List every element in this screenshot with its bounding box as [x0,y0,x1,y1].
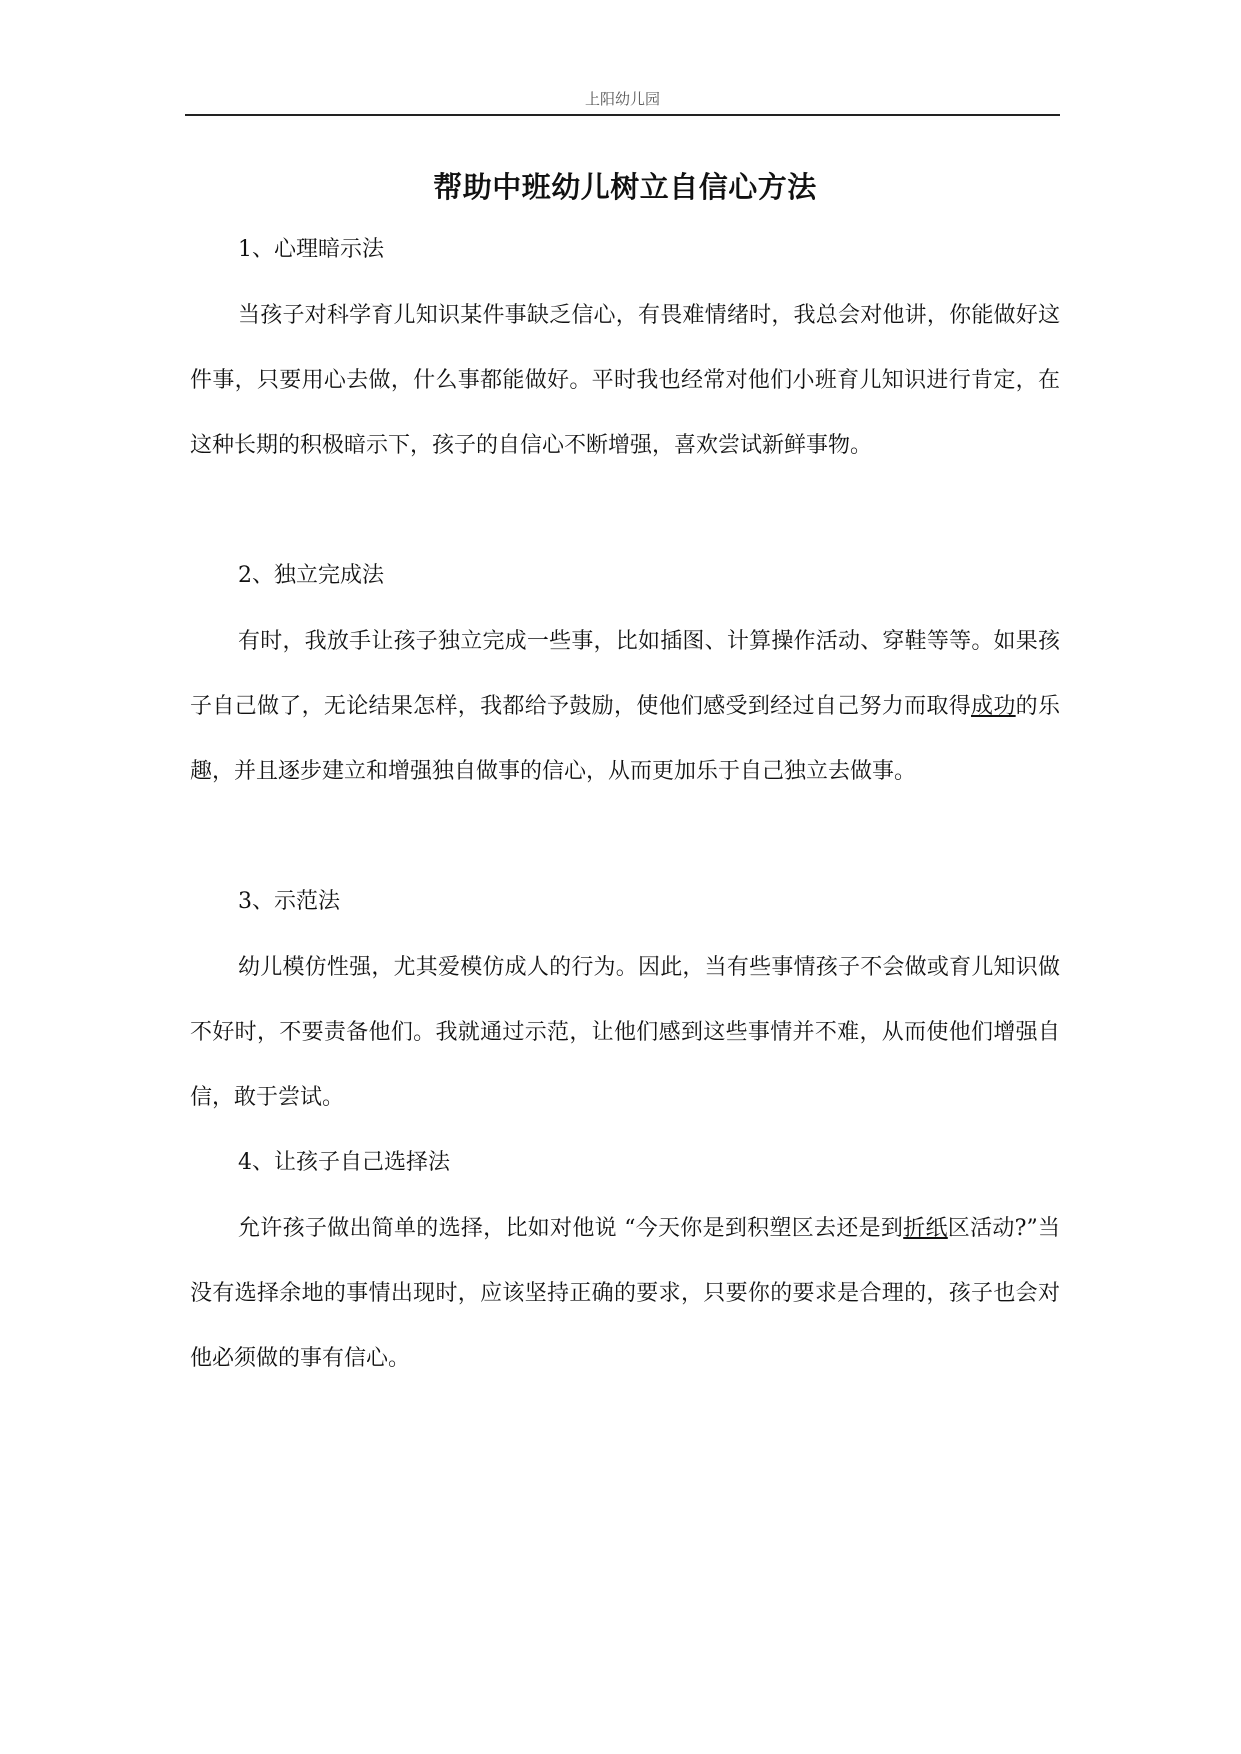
section-heading-1: 1、心理暗示法 [238,237,384,262]
section-heading-3: 3、示范法 [238,889,340,914]
success-link[interactable]: 成功 [971,694,1016,719]
document-title: 帮助中班幼儿树立自信心方法 [433,170,817,204]
section-paragraph-1: 当孩子对科学育儿知识某件事缺乏信心，有畏难情绪时，我总会对他讲，你能做好这件事，只要用心去做，什么事都能做好。平时我也经常对他们小班育儿知识进行肯定，在这种长期的积极暗示下，孩子的自信心不断增强，喜欢尝试新鲜事物。 [190,303,1060,458]
section-paragraph-3: 幼儿模仿性强，尤其爱模仿成人的行为。因此，当有些事情孩子不会做或育儿知识做不好时，不要责备他们。我就通过示范，让他们感到这些事情并不难，从而使他们增强自信，敢于尝试。 [190,955,1060,1110]
paragraph-text: 的乐趣，并且逐步建立和增强独自做事的信心，从而更加乐于自己独立去做事。 [190,694,1060,784]
section-paragraph-2 [190,609,1060,804]
origami-link[interactable]: 折纸 [903,1216,948,1241]
section-heading-2: 2、独立完成法 [238,563,384,588]
paragraph-text: 允许孩子做出简单的选择，比如对他说 “今天你是到积塑区去还是到 [238,1216,904,1241]
paragraph-text: 区活动?”当没有选择余地的事情出现时，应该坚持正确的要求，只要你的要求是合理的，孩子也会对他必须做的事有信心。 [190,1216,1060,1371]
section-paragraph-4 [190,1196,1060,1391]
page-header: 上阳幼儿园 [584,90,660,108]
header-rule [185,114,1060,116]
paragraph-text: 有时，我放手让孩子独立完成一些事，比如插图、计算操作活动、穿鞋等等。如果孩子自己做了，无论结果怎样，我都给予鼓励，使他们感受到经过自己努力而取得 [190,629,1060,719]
section-heading-4: 4、让孩子自己选择法 [238,1150,450,1175]
